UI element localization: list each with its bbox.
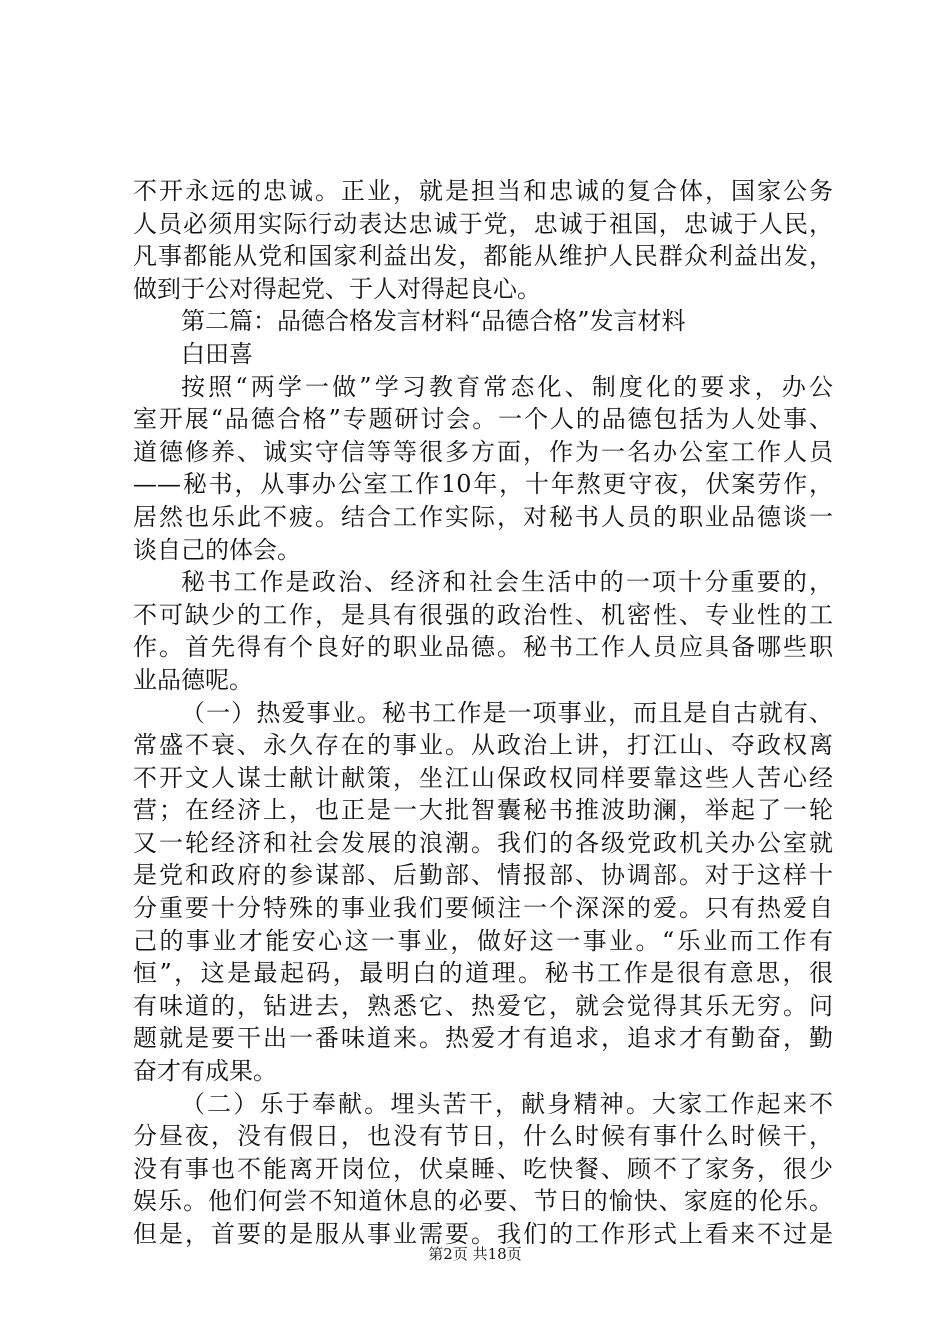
text-line: 题就是要干出一番味道来。热爱才有追求，追求才有勤奋，勤 <box>133 1024 833 1053</box>
text-line: 业品德呢。 <box>133 665 253 694</box>
text-line: 道德修养、诚实守信等等很多方面，作为一名办公室工作人员 <box>133 437 833 466</box>
text-line: 奋才有成果。 <box>133 1057 277 1086</box>
text-line: 但是，首要的是服从事业需要。我们的工作形式上看来不过是 <box>133 1220 833 1248</box>
text-line: 秘书工作是政治、经济和社会生活中的一项十分重要的， <box>181 568 833 597</box>
text-line: 做到于公对得起党、于人对得起良心。 <box>133 274 541 303</box>
text-line: 分昼夜，没有假日，也没有节日，什么时候有事什么时候干， <box>133 1122 833 1151</box>
text-line: 娱乐。他们何尝不知道休息的必要、节日的愉快、家庭的伦乐。 <box>133 1187 833 1216</box>
text-line: 人员必须用实际行动表达忠诚于党，忠诚于祖国，忠诚于人民， <box>133 209 833 238</box>
text-line: 凡事都能从党和国家利益出发，都能从维护人民群众利益出发， <box>133 242 833 271</box>
text-line: 常盛不衰、永久存在的事业。从政治上讲，打江山、夺政权离 <box>133 731 833 760</box>
text-line: 又一轮经济和社会发展的浪潮。我们的各级党政机关办公室就 <box>133 828 833 857</box>
text-line: 不可缺少的工作，是具有很强的政治性、机密性、专业性的工 <box>133 600 833 629</box>
text-line: 谈自己的体会。 <box>133 535 301 564</box>
text-line: 第二篇：品德合格发言材料“品德合格”发言材料 <box>181 307 686 336</box>
text-line: 分重要十分特殊的事业我们要倾注一个深深的爱。只有热爱自 <box>133 894 833 923</box>
text-line: 没有事也不能离开岗位，伏桌睡、吃快餐、顾不了家务，很少 <box>133 1154 833 1183</box>
text-line: （一）热爱事业。秘书工作是一项事业，而且是自古就有、 <box>181 698 833 727</box>
text-line: 不开文人谋士献计献策，坐江山保政权同样要靠这些人苦心经 <box>133 763 833 792</box>
text-line: ——秘书，从事办公室工作10年，十年熬更守夜，伏案劳作， <box>133 470 833 499</box>
text-line: 恒”，这是最起码，最明白的道理。秘书工作是很有意思，很 <box>133 959 833 988</box>
text-line: 按照“两学一做”学习教育常态化、制度化的要求，办公 <box>181 372 833 401</box>
document-body <box>133 175 833 1251</box>
text-line: 室开展“品德合格”专题研讨会。一个人的品德包括为人处事、 <box>133 405 833 434</box>
text-line: 作。首先得有个良好的职业品德。秘书工作人员应具备哪些职 <box>133 633 833 662</box>
text-line: 有味道的，钻进去，熟悉它、热爱它，就会觉得其乐无穷。问 <box>133 991 833 1020</box>
text-line: 营；在经济上，也正是一大批智囊秘书推波助澜，举起了一轮 <box>133 796 833 825</box>
text-line: 不开永远的忠诚。正业，就是担当和忠诚的复合体，国家公务 <box>133 177 833 205</box>
text-line: 白田喜 <box>181 339 253 368</box>
text-line: （二）乐于奉献。埋头苦干，献身精神。大家工作起来不 <box>181 1089 833 1118</box>
page-footer: 第2页 共18页 <box>428 1245 522 1263</box>
text-line: 己的事业才能安心这一事业，做好这一事业。“乐业而工作有 <box>133 926 833 955</box>
text-line: 是党和政府的参谋部、后勤部、情报部、协调部。对于这样十 <box>133 861 833 890</box>
text-line: 居然也乐此不疲。结合工作实际，对秘书人员的职业品德谈一 <box>133 502 833 531</box>
